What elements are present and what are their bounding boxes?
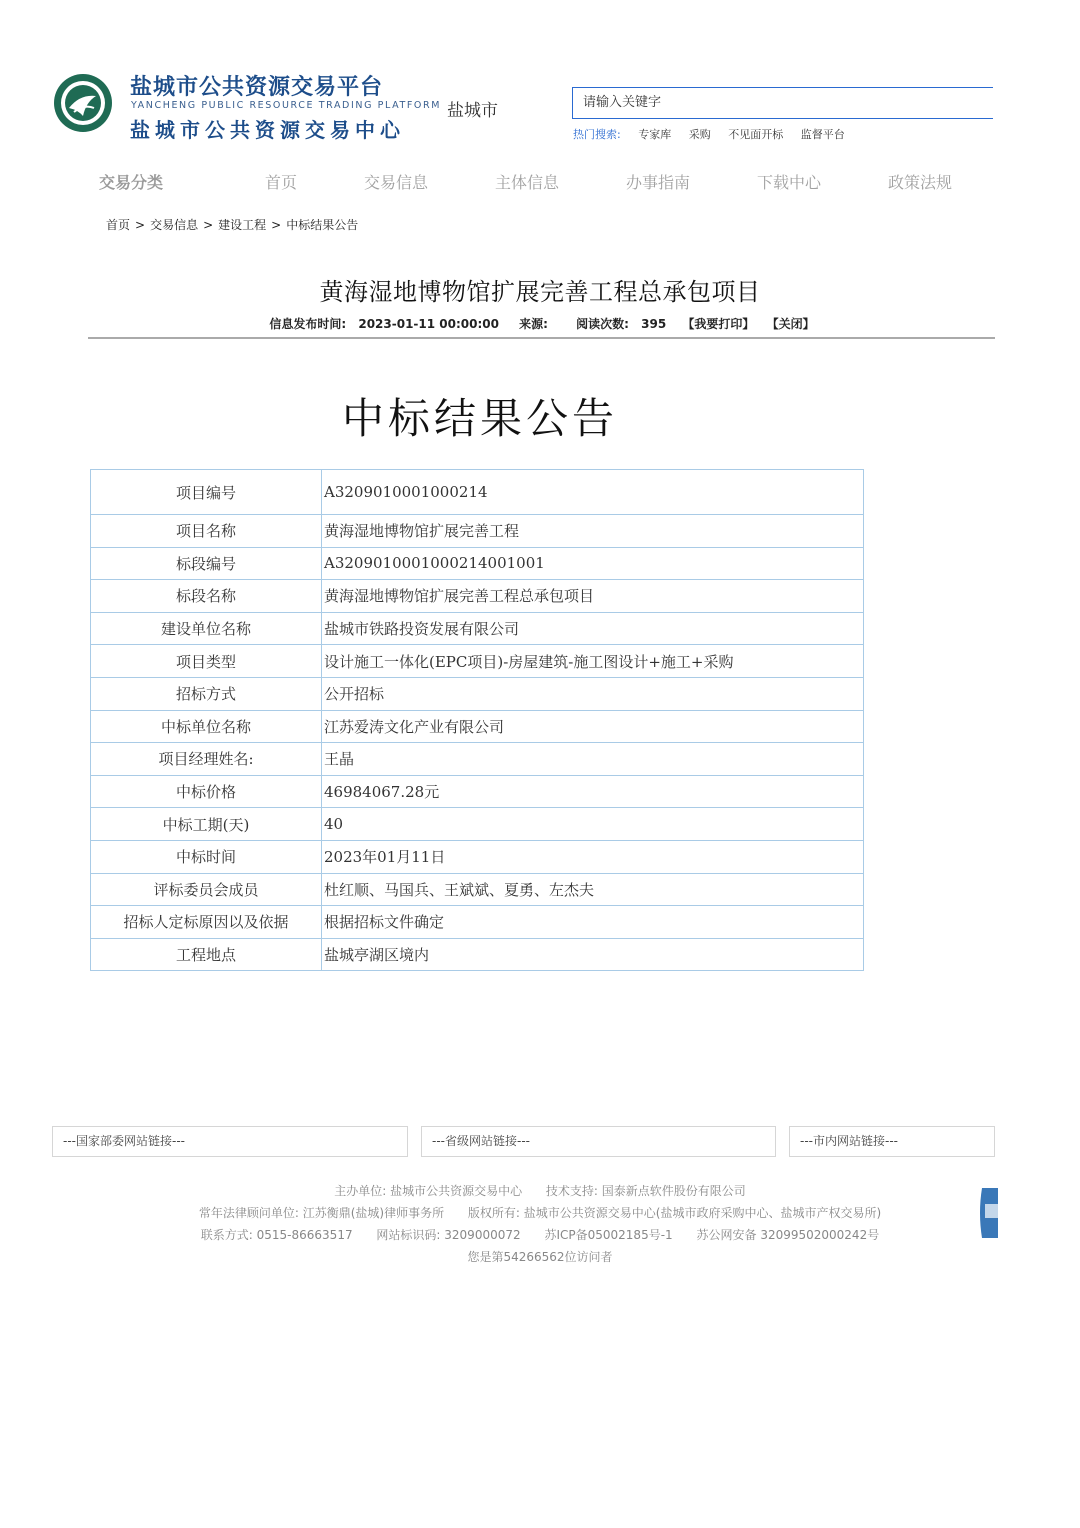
field-value: A3209010001000214 [322, 470, 864, 515]
link-select-city[interactable]: ---市内网站链接--- [789, 1126, 995, 1157]
divider [88, 337, 995, 339]
field-label: 招标方式 [91, 677, 322, 710]
field-label: 项目经理姓名: [91, 743, 322, 776]
field-value: 公开招标 [322, 677, 864, 710]
main-nav [0, 170, 1080, 194]
field-label: 中标时间 [91, 840, 322, 873]
field-label: 标段编号 [91, 547, 322, 580]
article-meta [0, 315, 1080, 332]
footer-legal: 常年法律顾问单位: 江苏衡鼎(盐城)律师事务所 [198, 1206, 445, 1220]
field-value: 2023年01月11日 [322, 840, 864, 873]
table-row [91, 580, 864, 613]
search-input[interactable] [573, 88, 973, 116]
views-label: 阅读次数: [576, 317, 629, 331]
footer-tech: 技术支持: 国泰新点软件股份有限公司 [545, 1184, 746, 1198]
field-value: 46984067.28元 [322, 775, 864, 808]
field-label: 项目名称 [91, 515, 322, 548]
notice-title: 中标结果公告 [341, 394, 618, 443]
field-label: 中标价格 [91, 775, 322, 808]
field-label: 标段名称 [91, 580, 322, 613]
table-row [91, 906, 864, 939]
views-count: 395 [641, 317, 667, 331]
table-row [91, 547, 864, 580]
table-row [91, 873, 864, 906]
footer-line-2 [0, 1204, 1080, 1221]
field-label: 建设单位名称 [91, 612, 322, 645]
nav-item-trade-info[interactable]: 交易信息 [364, 173, 429, 192]
footer-visitors: 您是第54266562位访问者 [467, 1250, 613, 1264]
gov-badge-icon[interactable] [978, 1186, 998, 1240]
link-select-provincial[interactable]: ---省级网站链接--- [421, 1126, 776, 1157]
field-value: 王晶 [322, 743, 864, 776]
site-title-en: YANCHENG PUBLIC RESOURCE TRADING PLATFORM [131, 100, 441, 111]
table-row [91, 645, 864, 678]
table-row [91, 515, 864, 548]
breadcrumb: 首页 > 交易信息 > 建设工程 > 中标结果公告 [106, 218, 359, 232]
table-row [91, 710, 864, 743]
nav-category[interactable]: 交易分类 [99, 173, 164, 192]
footer-copyright: 版权所有: 盐城市公共资源交易中心(盐城市政府采购中心、盐城市产权交易所) [467, 1206, 882, 1220]
close-button[interactable]: 【关闭】 [766, 317, 815, 331]
search-box [572, 87, 993, 119]
field-value: 设计施工一体化(EPC项目)-房屋建筑-施工图设计+施工+采购 [322, 645, 864, 678]
field-value: 江苏爱涛文化产业有限公司 [322, 710, 864, 743]
print-button[interactable]: 【我要打印】 [682, 317, 755, 331]
nav-item-guide[interactable]: 办事指南 [626, 173, 691, 192]
publish-label: 信息发布时间: [269, 317, 347, 331]
footer-site-id: 网站标识码: 3209000072 [376, 1228, 521, 1242]
hot-keyword[interactable]: 不见面开标 [728, 128, 784, 141]
nav-item-download[interactable]: 下载中心 [757, 173, 822, 192]
site-subtitle: 盐城市公共资源交易中心 [130, 118, 405, 142]
field-label: 评标委员会成员 [91, 873, 322, 906]
footer-line-1 [0, 1182, 1080, 1199]
hot-search [573, 126, 845, 142]
table-row [91, 938, 864, 971]
site-title: 盐城市公共资源交易平台 [130, 75, 384, 100]
field-value: 盐城亭湖区境内 [322, 938, 864, 971]
footer-line-3 [0, 1226, 1080, 1243]
publish-time: 2023-01-11 00:00:00 [358, 317, 499, 331]
hot-keyword[interactable]: 采购 [688, 128, 711, 141]
field-label: 招标人定标原因以及依据 [91, 906, 322, 939]
breadcrumb-item[interactable]: 建设工程 [218, 218, 267, 232]
field-value: 40 [322, 808, 864, 841]
page-title: 黄海湿地博物馆扩展完善工程总承包项目 [319, 278, 761, 306]
table-row [91, 612, 864, 645]
city-selector[interactable]: 盐城市 [447, 101, 498, 121]
nav-item-policy[interactable]: 政策法规 [888, 173, 953, 192]
source-label: 来源: [519, 317, 548, 331]
field-label: 中标单位名称 [91, 710, 322, 743]
hot-keyword[interactable]: 专家库 [638, 128, 672, 141]
footer-icp[interactable]: 苏ICP备05002185号-1 [544, 1228, 673, 1242]
site-logo-icon [52, 72, 114, 134]
field-label: 项目编号 [91, 470, 322, 515]
breadcrumb-item[interactable]: 交易信息 [150, 218, 199, 232]
footer-police[interactable]: 苏公网安备 32099502000242号 [696, 1228, 880, 1242]
breadcrumb-item[interactable]: 首页 [106, 218, 131, 232]
breadcrumb-current: 中标结果公告 [286, 218, 359, 232]
result-table [90, 469, 864, 971]
table-row [91, 677, 864, 710]
table-row [91, 775, 864, 808]
field-value: 根据招标文件确定 [322, 906, 864, 939]
table-row [91, 743, 864, 776]
footer-sponsor: 主办单位: 盐城市公共资源交易中心 [334, 1184, 523, 1198]
table-row [91, 470, 864, 515]
hot-search-label: 热门搜索: [573, 128, 621, 141]
nav-item-subject-info[interactable]: 主体信息 [495, 173, 560, 192]
field-value: A3209010001000214001001 [322, 547, 864, 580]
table-row [91, 840, 864, 873]
link-select-national[interactable]: ---国家部委网站链接--- [52, 1126, 408, 1157]
field-label: 工程地点 [91, 938, 322, 971]
table-row [91, 808, 864, 841]
field-value: 黄海湿地博物馆扩展完善工程总承包项目 [322, 580, 864, 613]
field-label: 中标工期(天) [91, 808, 322, 841]
hot-keyword[interactable]: 监督平台 [800, 128, 845, 141]
footer-contact: 联系方式: 0515-86663517 [200, 1228, 353, 1242]
field-value: 杜红顺、马国兵、王斌斌、夏勇、左杰夫 [322, 873, 864, 906]
nav-item-home[interactable]: 首页 [265, 173, 298, 192]
field-label: 项目类型 [91, 645, 322, 678]
field-value: 黄海湿地博物馆扩展完善工程 [322, 515, 864, 548]
field-value: 盐城市铁路投资发展有限公司 [322, 612, 864, 645]
